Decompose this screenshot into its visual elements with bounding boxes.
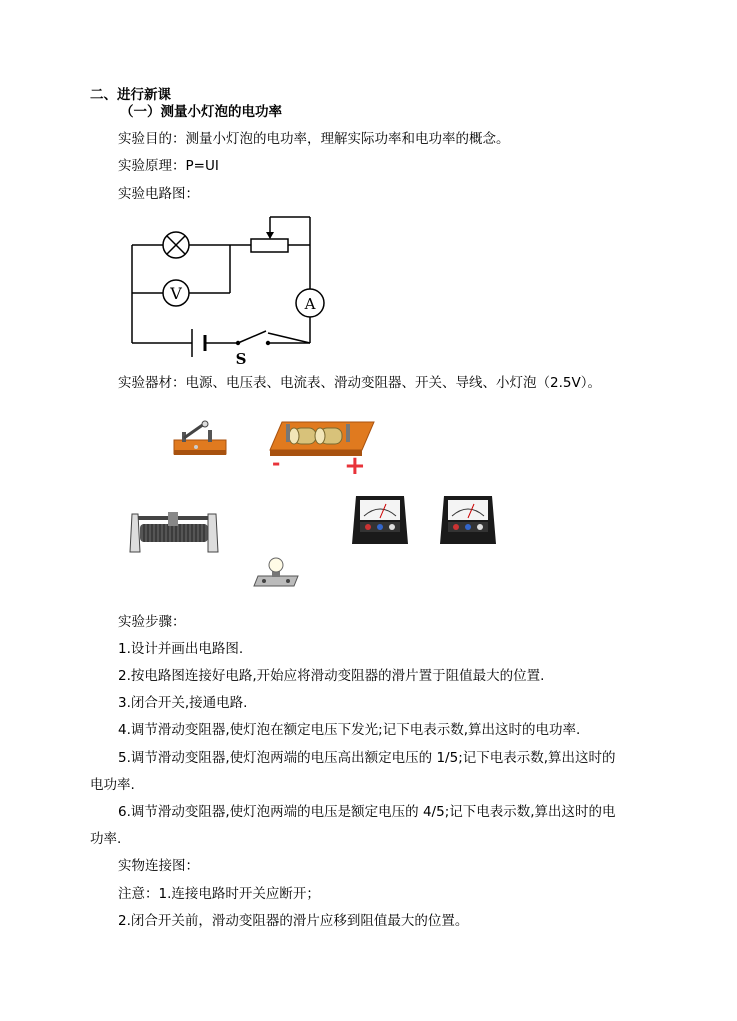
step-6-line-1: 6.调节滑动变阻器,使灯泡两端的电压是额定电压的 4/5;记下电表示数,算出这时的电	[118, 804, 616, 820]
battery-holder-image	[264, 414, 382, 476]
step-2: 2.按电路图连接好电路,开始应将滑动变阻器的滑片置于阻值最大的位置.	[118, 668, 545, 684]
step-5-line-1: 5.调节滑动变阻器,使灯泡两端的电压高出额定电压的 1/5;记下电表示数,算出这时的	[118, 750, 616, 766]
minus-sign: -	[272, 451, 281, 475]
note-1: 注意：1.连接电路时开关应断开；	[118, 886, 320, 902]
rheostat-symbol	[251, 239, 288, 252]
section-heading: 二、进行新课	[90, 87, 171, 103]
step-5-line-2: 电功率.	[90, 777, 135, 793]
plus-sign: +	[344, 451, 366, 476]
steps-title: 实验步骤：	[118, 614, 186, 630]
ammeter-label: A	[304, 295, 316, 313]
voltmeter-label: V	[170, 284, 182, 303]
ammeter-symbol	[296, 289, 324, 317]
slider-arrow-icon	[266, 232, 274, 239]
principle-text: 实验原理：P=UI	[118, 158, 219, 174]
note-2: 2.闭合开关前，滑动变阻器的滑片应移到阻值最大的位置。	[118, 913, 469, 929]
voltmeter-image	[350, 492, 410, 548]
knife-switch-image	[172, 420, 228, 460]
circuit-diagram	[120, 205, 340, 370]
step-6-line-2: 功率.	[90, 831, 122, 847]
voltmeter-symbol	[163, 280, 189, 306]
rheostat-image	[128, 508, 220, 558]
switch-label: S	[235, 350, 247, 368]
equipment-text: 实验器材：电源、电压表、电流表、滑动变阻器、开关、导线、小灯泡（2.5V）。	[118, 375, 601, 391]
battery-symbol	[192, 329, 205, 357]
purpose-text: 实验目的：测量小灯泡的电功率，理解实际功率和电功率的概念。	[118, 131, 510, 147]
step-3: 3.闭合开关,接通电路.	[118, 695, 248, 711]
section-subheading: （一）测量小灯泡的电功率	[120, 104, 282, 120]
ammeter-image	[438, 492, 498, 548]
connection-label: 实物连接图：	[118, 858, 199, 874]
step-1: 1.设计并画出电路图.	[118, 641, 244, 657]
switch-symbol	[236, 331, 271, 368]
circuit-label: 实验电路图：	[118, 186, 199, 202]
lamp-symbol	[163, 232, 189, 258]
step-4: 4.调节滑动变阻器,使灯泡在额定电压下发光;记下电表示数,算出这时的电功率.	[118, 722, 581, 738]
bulb-image	[252, 556, 302, 590]
